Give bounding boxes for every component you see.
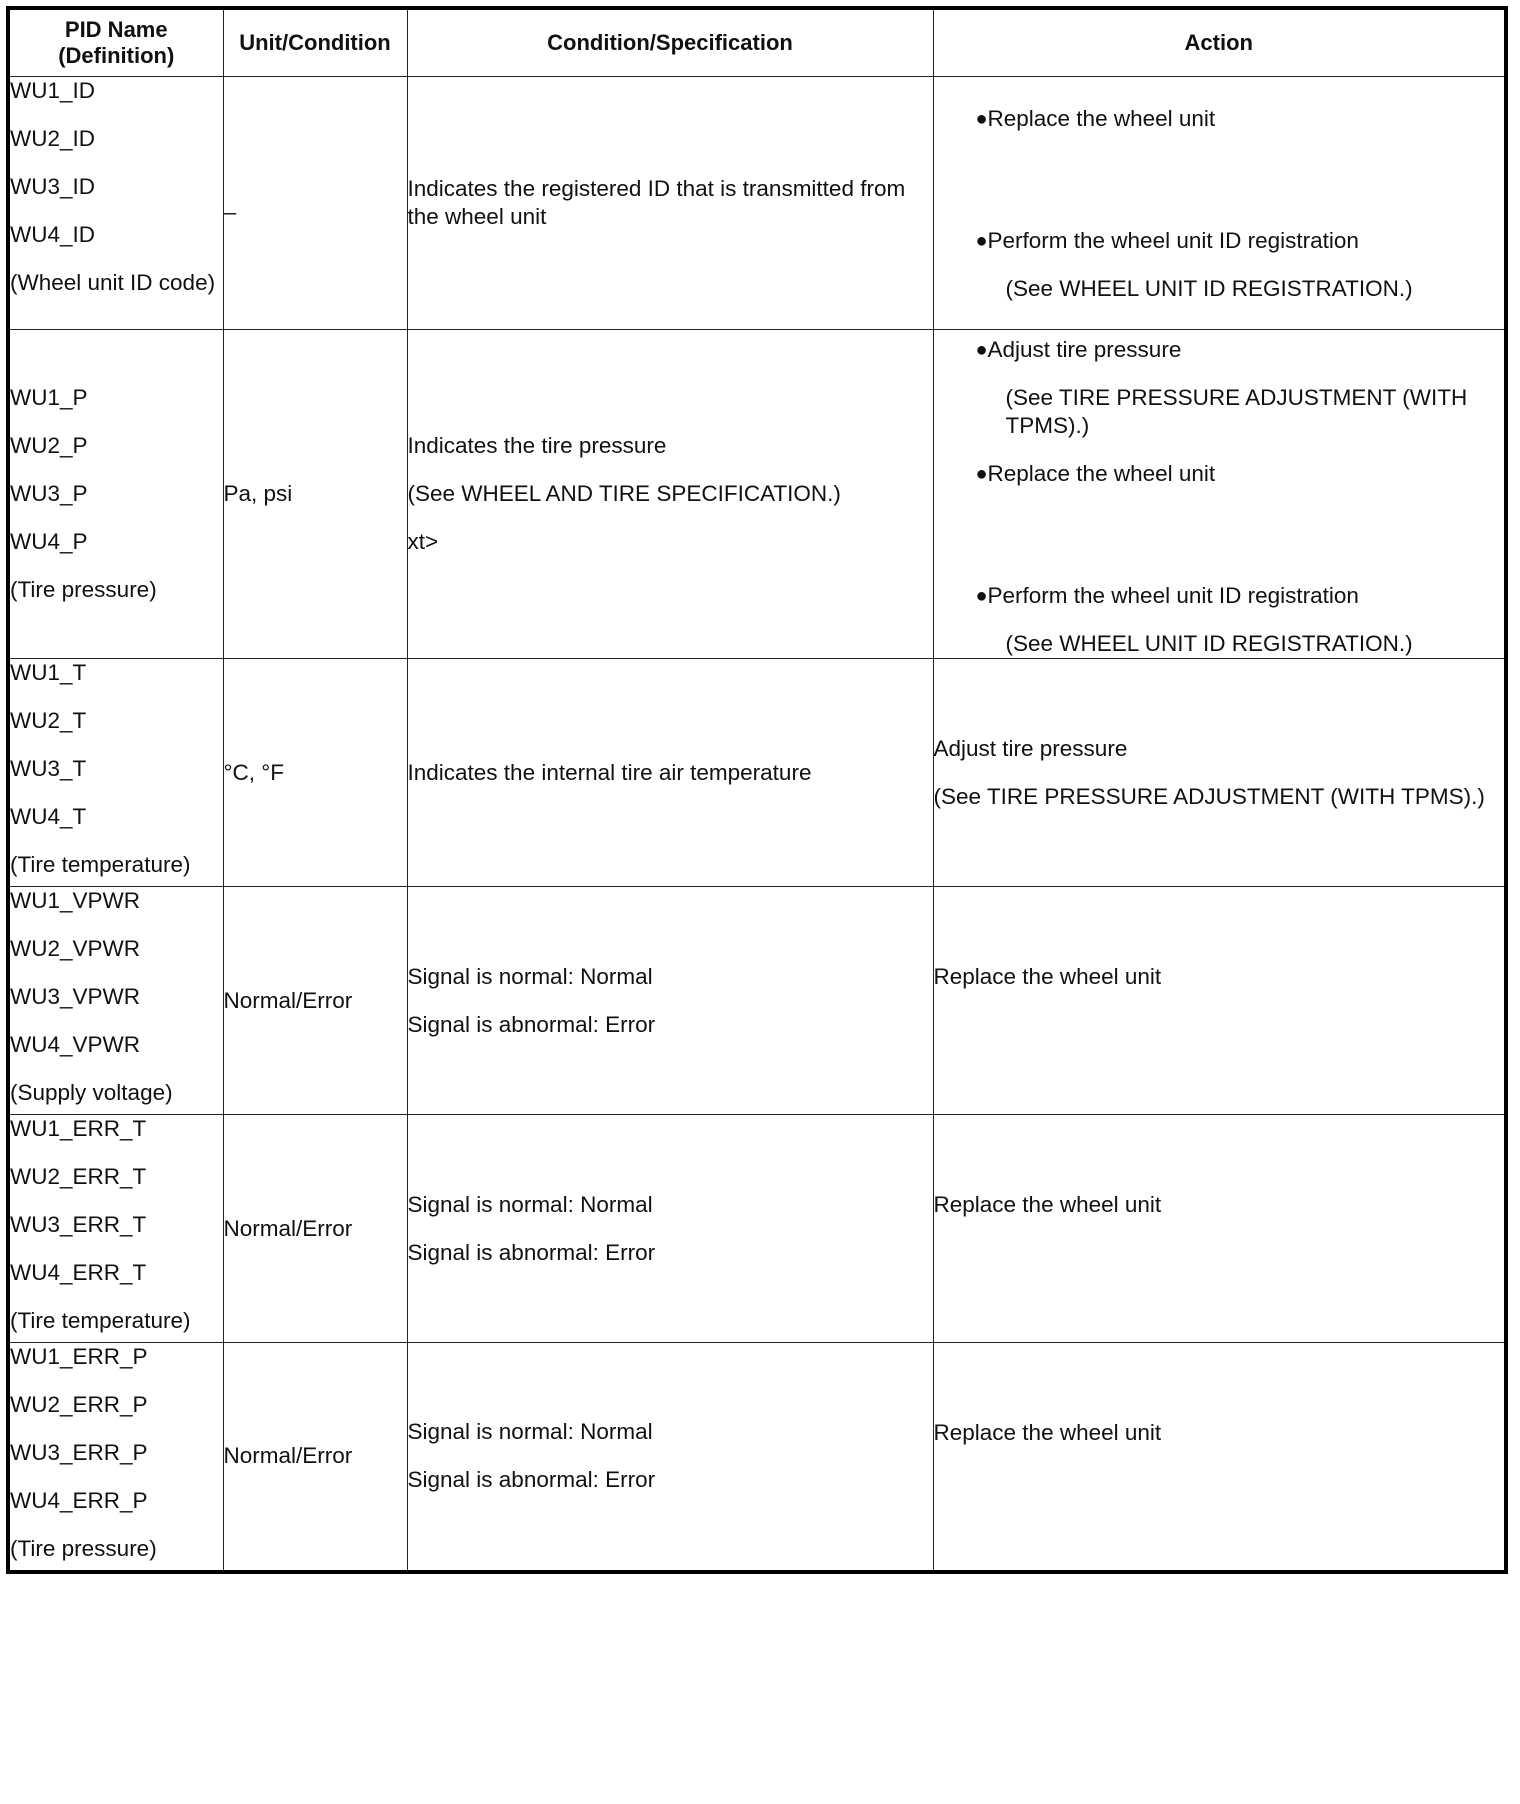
condition-cell [407, 1115, 933, 1343]
action-text: Replace the wheel unit [987, 461, 1216, 486]
pid-cell [8, 887, 223, 1115]
bullet-dot-icon: ● [975, 230, 988, 252]
action-bullet [934, 105, 1505, 133]
action-cell [933, 77, 1506, 330]
condition-cell [407, 330, 933, 659]
pid-cell [8, 77, 223, 330]
pid-name: WU2_VPWR [10, 936, 141, 961]
action-note: (See TIRE PRESSURE ADJUSTMENT (WITH TPMS).) [933, 783, 1485, 809]
condition-text: Indicates the internal tire air temperature [407, 759, 812, 785]
condition-text: Signal is abnormal: Error [407, 1239, 656, 1265]
action-bullet [934, 582, 1505, 610]
pid-definition: (Tire pressure) [10, 577, 157, 602]
pid-name: WU2_ERR_T [10, 1164, 147, 1189]
action-cell [933, 659, 1506, 887]
pid-name: WU3_ERR_T [10, 1212, 147, 1237]
header-pid-label: PID Name (Definition) [58, 17, 175, 68]
table-row [8, 330, 1506, 659]
pid-name: WU4_T [10, 804, 87, 829]
action-bullet [934, 227, 1505, 255]
unit-value: Normal/Error [223, 1215, 353, 1241]
pid-table [6, 6, 1508, 1574]
condition-cell [407, 659, 933, 887]
pid-definition: (Tire temperature) [10, 1308, 191, 1333]
header-condition-label: Condition/Specification [547, 30, 793, 55]
pid-definition: (Tire temperature) [10, 852, 191, 877]
condition-cell [407, 1343, 933, 1572]
pid-name: WU4_ERR_P [10, 1488, 148, 1513]
unit-cell [223, 659, 407, 887]
action-text: Replace the wheel unit [987, 106, 1216, 131]
condition-text: Signal is abnormal: Error [407, 1011, 656, 1037]
unit-value: Normal/Error [223, 987, 353, 1013]
pid-name: WU4_ERR_T [10, 1260, 147, 1285]
action-text: Adjust tire pressure [987, 337, 1182, 362]
pid-name: WU2_T [10, 708, 87, 733]
unit-cell [223, 330, 407, 659]
condition-text: Indicates the tire pressure [407, 433, 667, 458]
condition-text: Indicates the registered ID that is transmitted from the wheel unit [407, 176, 906, 229]
bullet-dot-icon: ● [975, 463, 988, 485]
unit-cell [223, 1115, 407, 1343]
pid-name: WU1_ERR_T [10, 1116, 147, 1141]
pid-name: WU1_P [10, 385, 88, 410]
bullet-dot-icon: ● [975, 585, 988, 607]
table-row [8, 1343, 1506, 1572]
action-text: Adjust tire pressure [933, 735, 1128, 761]
action-text: Perform the wheel unit ID registration [987, 583, 1359, 608]
action-text: Replace the wheel unit [933, 1192, 1162, 1217]
unit-value: _ [223, 190, 237, 215]
action-cell [933, 1115, 1506, 1343]
pid-name: WU1_ID [10, 78, 96, 103]
table-row [8, 659, 1506, 887]
unit-cell [223, 1343, 407, 1572]
action-cell [933, 330, 1506, 659]
unit-value: °C, °F [223, 759, 284, 785]
condition-text: Signal is normal: Normal [407, 963, 653, 989]
pid-cell [8, 659, 223, 887]
action-note: (See WHEEL UNIT ID REGISTRATION.) [1005, 631, 1413, 656]
bullet-dot-icon: ● [975, 339, 988, 361]
header-unit-label: Unit/Condition [239, 30, 391, 55]
bullet-dot-icon: ● [975, 108, 988, 130]
pid-cell [8, 1115, 223, 1343]
header-pid-name [8, 8, 223, 77]
pid-name: WU2_ID [10, 126, 96, 151]
header-row [8, 8, 1506, 77]
pid-name: WU3_P [10, 481, 88, 506]
pid-name: WU1_VPWR [10, 888, 141, 913]
condition-cell [407, 77, 933, 330]
condition-text: Signal is normal: Normal [407, 1419, 653, 1445]
unit-value: Normal/Error [223, 1443, 353, 1469]
pid-definition: (Tire pressure) [10, 1536, 157, 1561]
header-condition-specification [407, 8, 933, 77]
pid-cell [8, 1343, 223, 1572]
table-row [8, 887, 1506, 1115]
pid-name: WU2_P [10, 433, 88, 458]
pid-name: WU3_VPWR [10, 984, 141, 1009]
pid-name: WU1_T [10, 660, 87, 685]
action-note: (See TIRE PRESSURE ADJUSTMENT (WITH TPMS).) [1005, 385, 1468, 438]
action-text: Replace the wheel unit [933, 1420, 1162, 1445]
pid-cell [8, 330, 223, 659]
unit-cell [223, 77, 407, 330]
pid-name: WU2_ERR_P [10, 1392, 148, 1417]
action-text: Replace the wheel unit [933, 964, 1162, 989]
pid-name: WU3_T [10, 756, 87, 781]
action-bullet [934, 460, 1505, 488]
condition-cell [407, 887, 933, 1115]
condition-note: (See WHEEL AND TIRE SPECIFICATION.) [407, 481, 841, 506]
action-bullet [934, 336, 1505, 364]
action-cell [933, 887, 1506, 1115]
action-text: Perform the wheel unit ID registration [987, 228, 1359, 253]
condition-text: Signal is normal: Normal [407, 1191, 653, 1217]
unit-value: Pa, psi [223, 481, 293, 506]
table-row [8, 1115, 1506, 1343]
pid-name: WU1_ERR_P [10, 1344, 148, 1369]
pid-name: WU4_ID [10, 222, 96, 247]
pid-name: WU3_ERR_P [10, 1440, 148, 1465]
action-note: (See WHEEL UNIT ID REGISTRATION.) [1005, 276, 1413, 301]
action-cell [933, 1343, 1506, 1572]
pid-definition: (Supply voltage) [10, 1080, 173, 1105]
pid-name: WU4_VPWR [10, 1032, 141, 1057]
condition-text: Signal is abnormal: Error [407, 1467, 656, 1493]
pid-name: WU4_P [10, 529, 88, 554]
unit-cell [223, 887, 407, 1115]
condition-text: xt> [407, 529, 439, 554]
header-unit-condition [223, 8, 407, 77]
pid-name: WU3_ID [10, 174, 96, 199]
table-row [8, 77, 1506, 330]
header-action-label: Action [1184, 30, 1253, 55]
pid-definition: (Wheel unit ID code) [10, 270, 216, 295]
header-action [933, 8, 1506, 77]
